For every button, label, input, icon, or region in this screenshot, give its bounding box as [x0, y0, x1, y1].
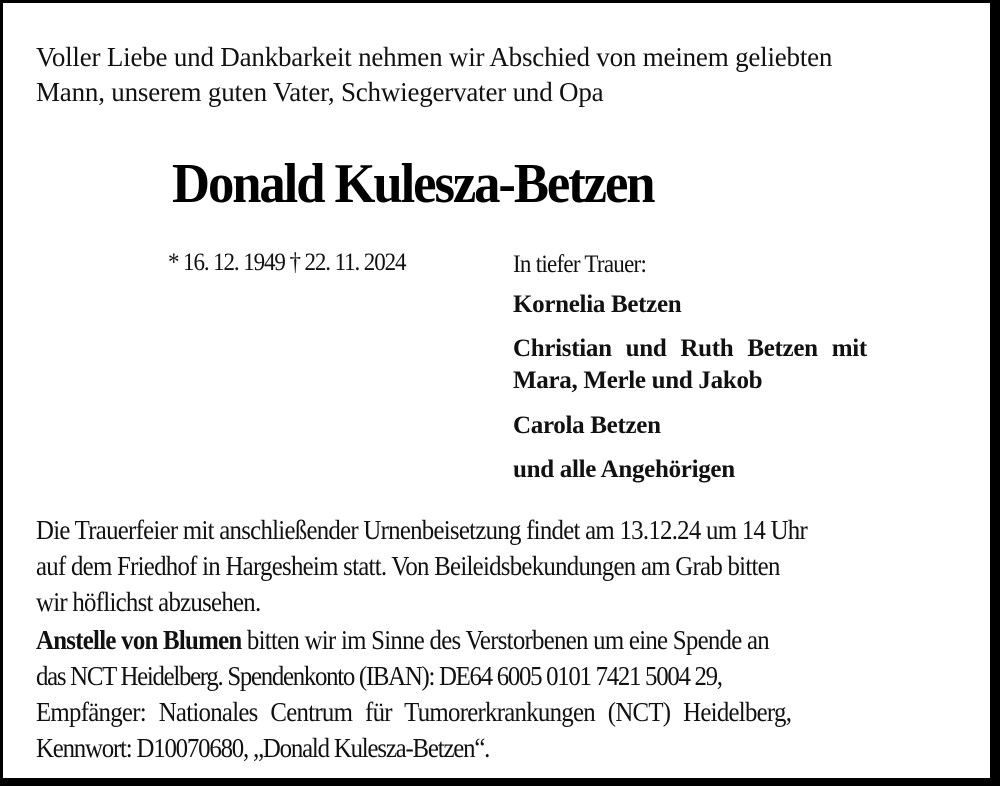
intro-line-1: Voller Liebe und Dankbarkeit nehmen wir Abschied von meinem geliebten — [36, 42, 833, 72]
mourner-entry: Christian und Ruth Betzen mit — [513, 335, 867, 362]
donation-line-1 — [36, 627, 769, 654]
deceased-name: Donald Kulesza-Betzen — [172, 153, 654, 215]
donation-line-2: das NCT Heidelberg. Spendenkonto (IBAN): DE64 6005 0101 7421 5004 29, — [36, 661, 722, 691]
donation-line-1-rest: bitten wir im Sinne des Verstorbenen um eine Spende an — [241, 625, 769, 655]
ceremony-line-1: Die Trauerfeier mit anschließender Urnenbeisetzung findet am 13.12.24 um 14 Uhr — [36, 515, 808, 545]
mourner-entry: Mara, Merle und Jakob — [513, 367, 763, 394]
donation-line-4: Kennwort: D10070680, „Donald Kulesza-Betzen“. — [36, 733, 490, 763]
donation-line-3: Empfänger: Nationales Centrum für Tumorerkrankungen (NCT) Heidelberg, — [36, 697, 792, 727]
mourner-entry: und alle Angehörigen — [513, 456, 735, 483]
mourner-entry: Kornelia Betzen — [513, 291, 682, 318]
life-dates: * 16. 12. 1949 † 22. 11. 2024 — [168, 249, 406, 276]
intro-line-2: Mann, unserem guten Vater, Schwiegervater und Opa — [36, 77, 604, 107]
mourners-heading: In tiefer Trauer: — [513, 251, 647, 278]
donation-bold-lead: Anstelle von Blumen — [36, 625, 242, 655]
ceremony-line-3: wir höflichst abzusehen. — [36, 587, 261, 617]
ceremony-line-2: auf dem Friedhof in Hargesheim statt. Von Beileidsbekundungen am Grab bitten — [36, 551, 780, 581]
mourner-entry: Carola Betzen — [513, 412, 661, 439]
